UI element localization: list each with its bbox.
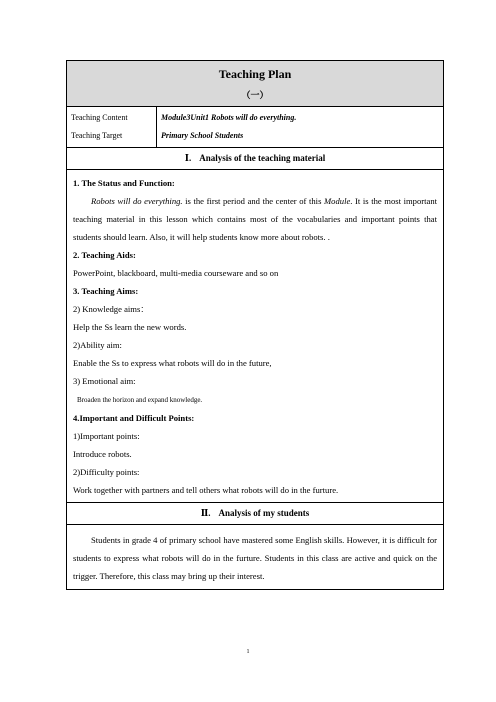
plan-subtitle: （一）	[241, 90, 269, 100]
status-module-word: Module	[324, 196, 351, 206]
knowledge-aim-label: 2) Knowledge aims：	[73, 304, 149, 314]
section-2-body	[67, 525, 444, 590]
difficulty-points-label: 2)Difficulty points:	[73, 467, 140, 477]
page-number: 1	[246, 649, 250, 655]
section-1-title: Analysis of the teaching material	[199, 153, 326, 163]
status-text-a: is the first period and the center of this	[182, 196, 325, 206]
teaching-target-label: Teaching Target	[71, 131, 123, 140]
section-1-body	[67, 170, 444, 503]
section-2-heading	[67, 503, 444, 525]
points-heading: 4.Important and Difficult Points:	[73, 413, 195, 423]
info-labels	[67, 107, 157, 148]
status-text-b: . It is the most important teaching material in this lesson which contains most of the vocabularies and important points that students should learn. Also, it will help students know more about robots. .	[73, 196, 438, 242]
aims-heading: 3. Teaching Aims:	[73, 286, 139, 296]
status-heading: 1. The Status and Function:	[73, 178, 175, 188]
section-2-title: Analysis of my students	[218, 508, 310, 518]
important-points-label: 1)Important points:	[73, 431, 140, 441]
teaching-content-label: Teaching Content	[71, 113, 128, 122]
info-values	[157, 107, 444, 148]
difficulty-points-text: Work together with partners and tell others what robots will do in the furture.	[73, 485, 339, 495]
emotional-aim-label: 3) Emotional aim:	[73, 376, 136, 386]
teaching-target-value: Primary School Students	[161, 131, 244, 140]
status-italic-title: Robots will do everything.	[91, 196, 183, 206]
aids-heading: 2. Teaching Aids:	[73, 250, 136, 260]
section-1-number: Ⅰ.	[184, 153, 192, 163]
section-2-number: Ⅱ.	[200, 508, 211, 518]
teaching-content-value: Module3Unit1 Robots will do everything.	[161, 113, 297, 122]
students-paragraph: Students in grade 4 of primary school have mastered some English skills. However, it is difficult for students to express what robots will do in the furture. Students in this class are active and quick on the trigger. Therefore, this class may bring up their interest.	[73, 535, 438, 581]
aids-text: PowerPoint, blackboard, multi-media courseware and so on	[73, 268, 279, 278]
ability-aim-text: Enable the Ss to express what robots will do in the future,	[73, 358, 272, 368]
teaching-plan-table	[66, 60, 444, 590]
important-points-text: Introduce robots.	[73, 449, 132, 459]
status-paragraph	[73, 192, 437, 246]
section-1-heading	[67, 148, 444, 170]
emotional-aim-text: Broaden the horizon and expand knowledge.	[77, 396, 203, 404]
knowledge-aim-text: Help the Ss learn the new words.	[73, 322, 187, 332]
title-cell	[67, 61, 444, 107]
ability-aim-label: 2)Ability aim:	[73, 340, 122, 350]
plan-title: Teaching Plan	[218, 67, 292, 81]
